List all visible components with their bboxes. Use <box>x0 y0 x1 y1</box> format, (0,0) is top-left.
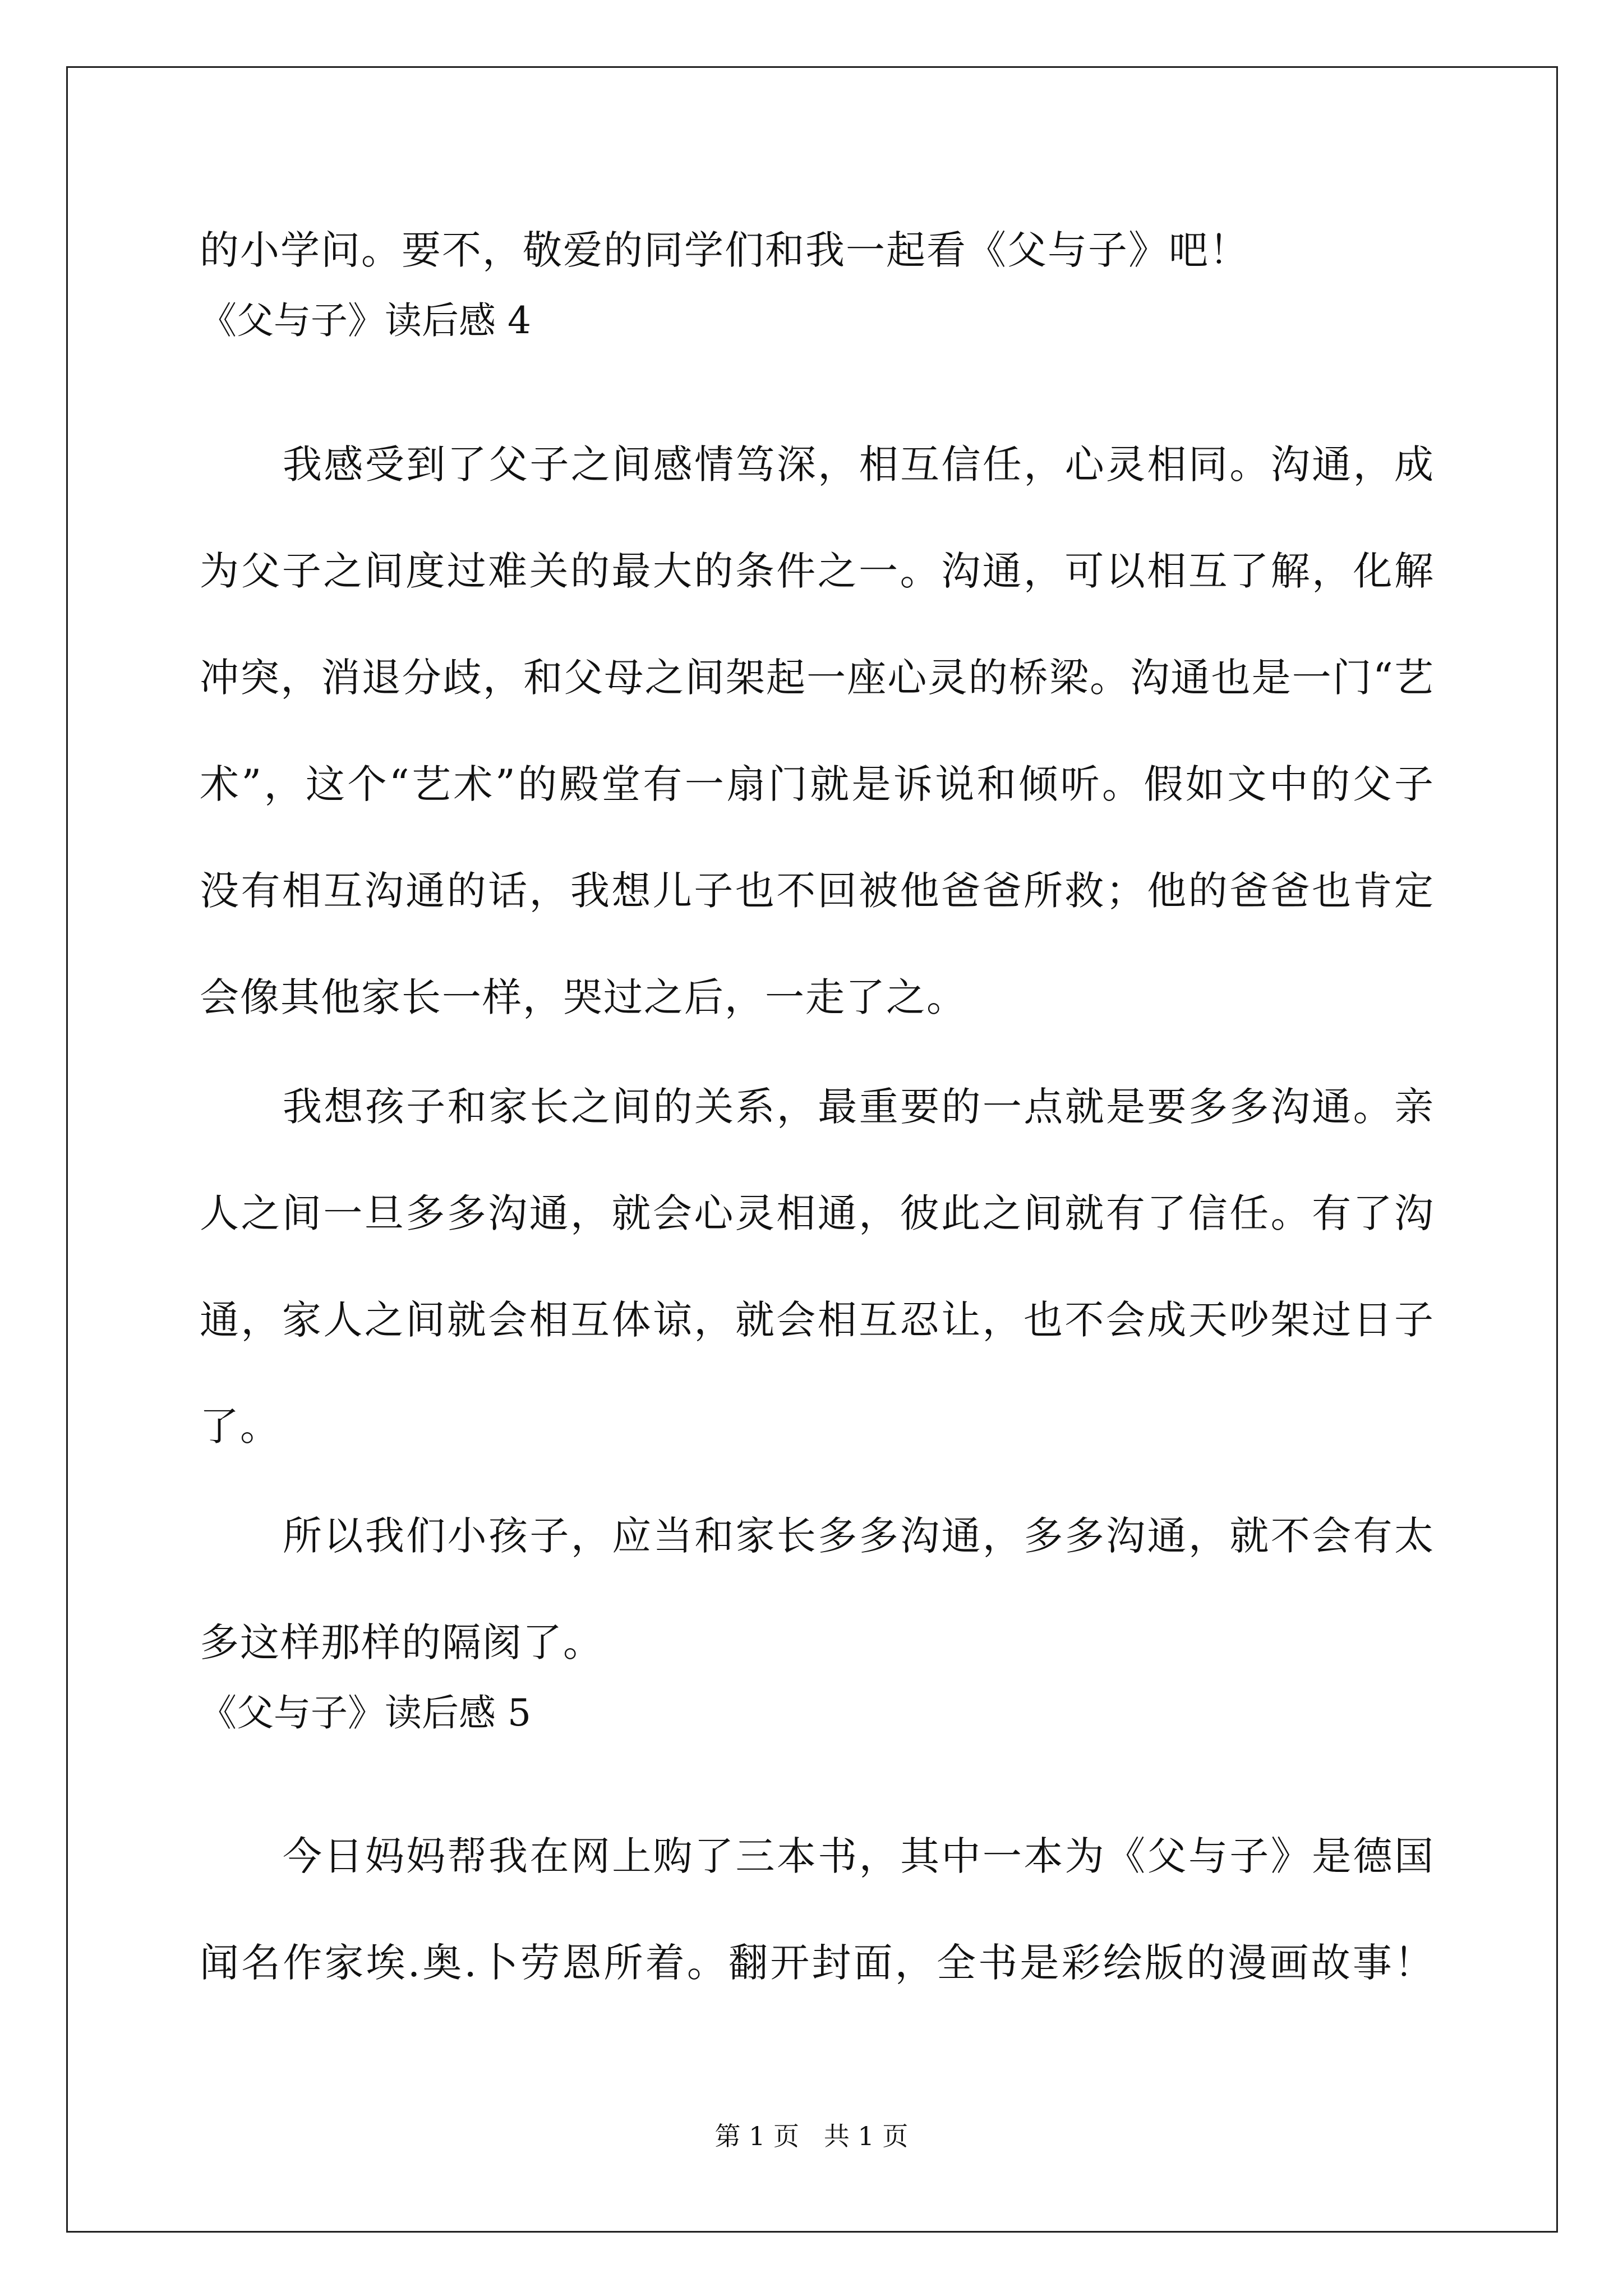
text-line: 人之间一旦多多沟通，就会心灵相通，彼此之间就有了信任。有了沟 <box>200 1190 1433 1236</box>
text-line: 的小学问。要不，敬爱的同学们和我一起看《父与子》吧！ <box>200 227 1249 273</box>
page-border <box>66 66 1558 2233</box>
text-line: 没有相互沟通的话，我想儿子也不回被他爸爸所救；他的爸爸也肯定 <box>200 868 1433 914</box>
text-line: 通，家人之间就会相互体谅，就会相互忍让，也不会成天吵架过日子 <box>200 1297 1433 1343</box>
text-line: 多这样那样的隔阂了。 <box>200 1619 603 1665</box>
text-line: 为父子之间度过难关的最大的条件之一。沟通，可以相互了解，化解 <box>200 548 1433 594</box>
text-line: 所以我们小孩子，应当和家长多多沟通，多多沟通，就不会有太 <box>283 1513 1433 1559</box>
text-line: 会像其他家长一样，哭过之后，一走了之。 <box>200 974 967 1020</box>
text-line: 我想孩子和家长之间的关系，最重要的一点就是要多多沟通。亲 <box>283 1084 1433 1130</box>
text-line: 闻名作家埃.奥.卜劳恩所着。翻开封面，全书是彩绘版的漫画故事！ <box>200 1940 1434 1986</box>
text-line: 我感受到了父子之间感情笃深，相互信任，心灵相同。沟通，成 <box>283 441 1433 487</box>
text-line: 术”，这个“艺术”的殿堂有一扇门就是诉说和倾听。假如文中的父子 <box>200 761 1433 807</box>
text-line: 今日妈妈帮我在网上购了三本书，其中一本为《父与子》是德国 <box>283 1833 1433 1879</box>
text-line: 了。 <box>200 1404 280 1450</box>
section-heading-4: 《父与子》读后感 4 <box>200 299 531 342</box>
text-line: 冲突，消退分歧，和父母之间架起一座心灵的桥梁。沟通也是一门“艺 <box>200 655 1433 701</box>
page-footer: 第 1 页 共 1 页 <box>714 2121 909 2151</box>
section-heading-5: 《父与子》读后感 5 <box>200 1691 531 1734</box>
